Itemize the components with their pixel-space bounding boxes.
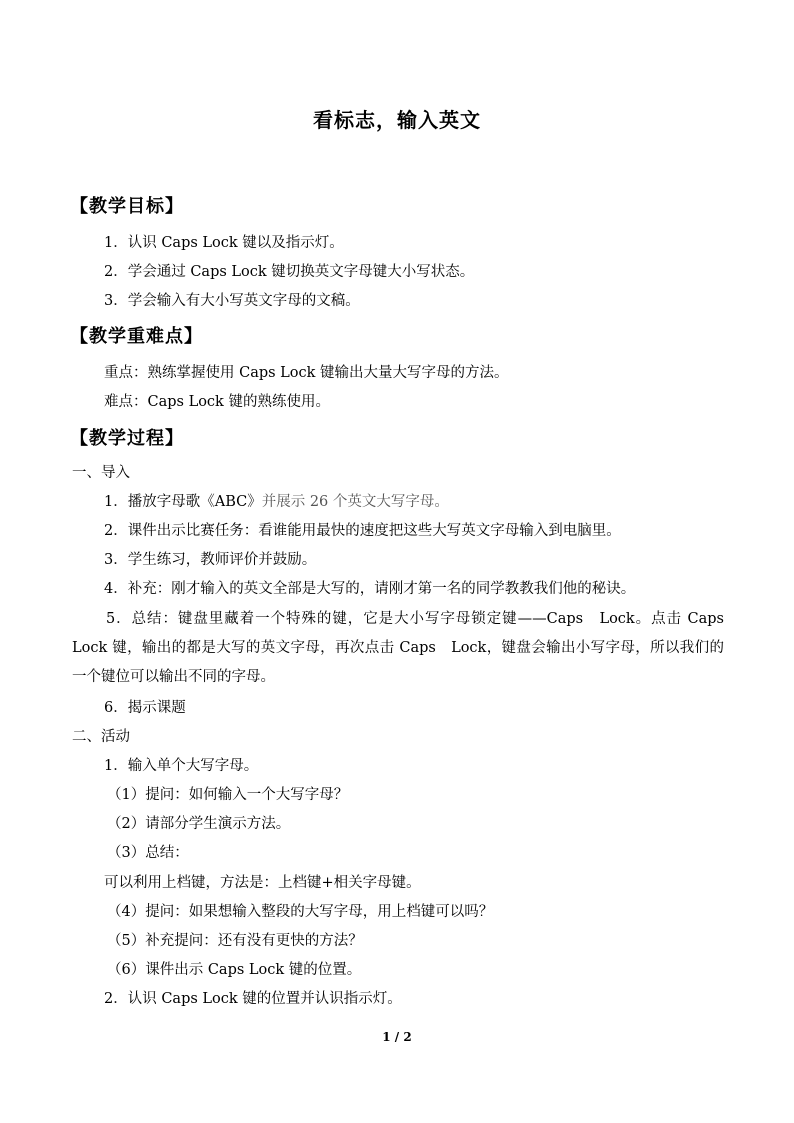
activity-sub-3-text: 可以利用上档键，方法是：上档键+相关字母键。	[104, 875, 421, 891]
section-heading-process: 【教学过程】	[70, 428, 184, 449]
intro-item-2: 2．课件出示比赛任务：看谁能用最快的速度把这些大写英文字母输入到电脑里。	[104, 523, 621, 539]
intro-item-1-part-a: 1．播放字母歌《ABC》	[104, 494, 262, 510]
activity-sub-3: （3）总结：	[107, 845, 189, 861]
page-number: 1 / 2	[382, 1030, 412, 1044]
process-part1-title: 一、导入	[72, 465, 130, 481]
intro-item-5: 5．总结：键盘里藏着一个特殊的键，它是大小写字母锁定键——Caps Lock。点击 Caps Lock 键，输出的都是大写的英文字母，再次点击 Caps Lock，键盘会输出小写字母，所以我们的一个键位可以输出不同的字母。	[72, 611, 724, 685]
activity-item-1: 1．输入单个大写字母。	[104, 758, 259, 774]
intro-item-3: 3．学生练习，教师评价并鼓励。	[104, 552, 317, 568]
intro-item-1	[104, 492, 449, 512]
process-part2-title: 二、活动	[72, 729, 130, 745]
goal-item-1: 1．认识 Caps Lock 键以及指示灯。	[104, 235, 344, 251]
intro-item-4: 4．补充：刚才输入的英文全部是大写的，请刚才第一名的同学教教我们他的秘诀。	[104, 581, 636, 597]
section-heading-keypoints: 【教学重难点】	[70, 326, 203, 347]
intro-item-1-part-b: 并展示 26 个英文大写字母。	[261, 494, 449, 510]
intro-item-6: 6．揭示课题	[104, 700, 186, 716]
goal-item-3: 3．学会输入有大小写英文字母的文稿。	[104, 293, 360, 309]
activity-sub-2: （2）请部分学生演示方法。	[107, 816, 291, 832]
activity-item-2: 2．认识 Caps Lock 键的位置并认识指示灯。	[104, 991, 402, 1007]
page-title: 看标志，输入英文	[313, 108, 481, 132]
section-heading-goals: 【教学目标】	[70, 196, 184, 217]
keypoint-focus: 重点：熟练掌握使用 Caps Lock 键输出大量大写字母的方法。	[104, 365, 509, 381]
goal-item-2: 2．学会通过 Caps Lock 键切换英文字母键大小写状态。	[104, 264, 475, 280]
activity-sub-6: （6）课件出示 Caps Lock 键的位置。	[107, 962, 362, 978]
keypoint-difficulty: 难点：Caps Lock 键的熟练使用。	[104, 394, 330, 410]
activity-sub-5: （5）补充提问：还有没有更快的方法？	[107, 933, 363, 949]
activity-sub-1: （1）提问：如何输入一个大写字母？	[107, 787, 349, 803]
activity-sub-4: （4）提问：如果想输入整段的大写字母，用上档键可以吗？	[107, 904, 494, 920]
